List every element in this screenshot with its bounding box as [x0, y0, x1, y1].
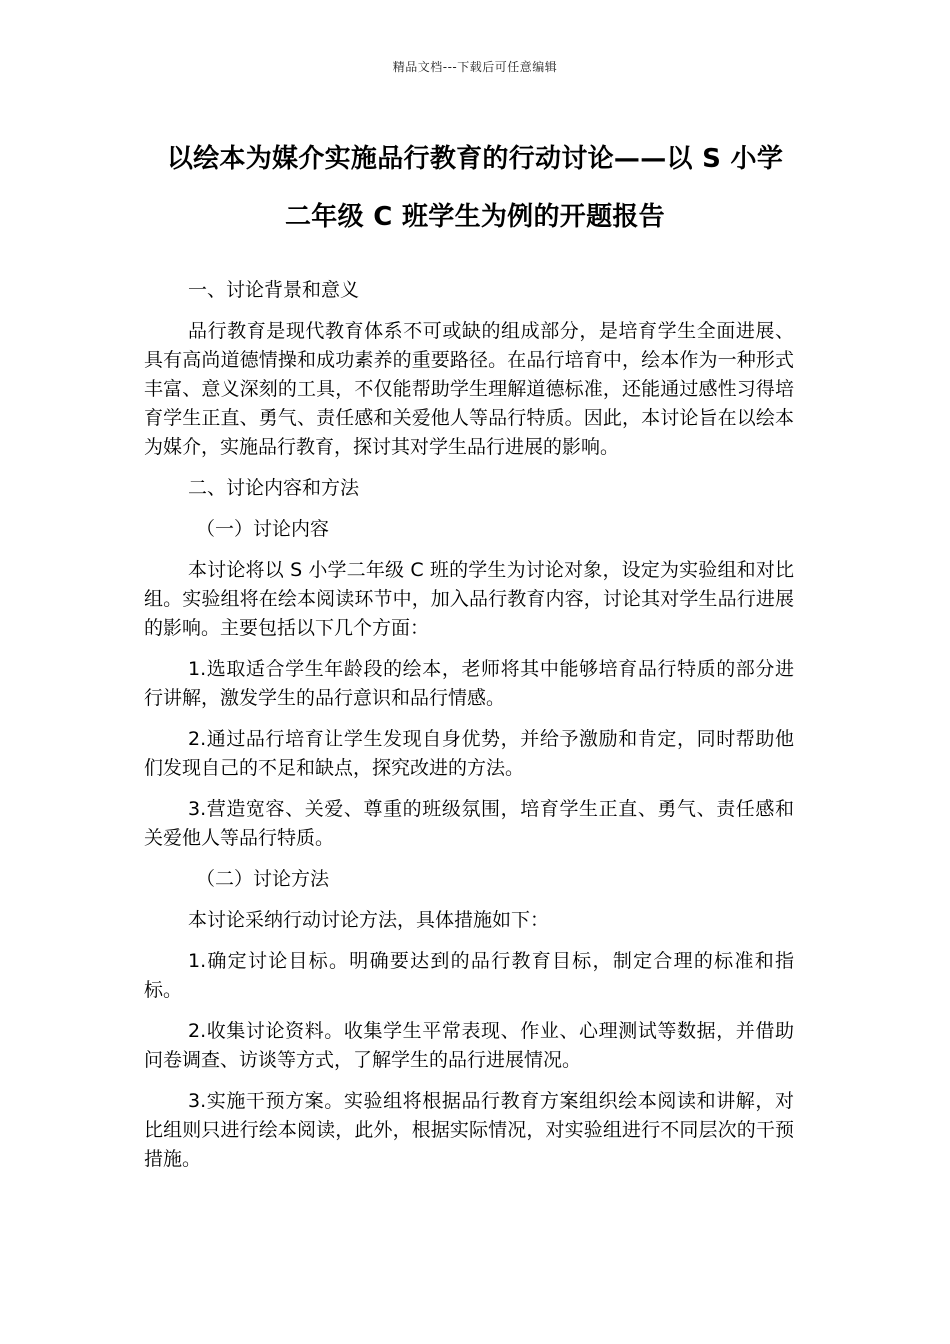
paragraph-content-intro: 本讨论将以 S 小学二年级 C 班的学生为讨论对象，设定为实验组和对比组。实验组将在绘本阅读环节中，加入品行教育内容，讨论其对学生品行进展的影响。主要包括以下几个方面：: [144, 559, 794, 639]
list-item-method-3: 3.实施干预方案。实验组将根据品行教育方案组织绘本阅读和讲解，对比组则只进行绘本阅读，此外，根据实际情况，对实验组进行不同层次的干预措施。: [144, 1090, 794, 1170]
section-heading-content-method: 二、讨论内容和方法: [188, 477, 360, 499]
list-item-content-2: 2.通过品行培育让学生发现自身优势，并给予激励和肯定，同时帮助他们发现自己的不足和缺点，探究改进的方法。: [144, 728, 794, 779]
document-title-line-2: 二年级 C 班学生为例的开题报告: [285, 202, 665, 232]
section-heading-background: 一、讨论背景和意义: [188, 279, 360, 301]
subsection-heading-content: （一）讨论内容: [196, 518, 330, 540]
subsection-heading-method: （二）讨论方法: [196, 868, 330, 890]
paragraph-background: 品行教育是现代教育体系不可或缺的组成部分，是培育学生全面进展、具有高尚道德情操和成功素养的重要路径。在品行培育中，绘本作为一种形式丰富、意义深刻的工具，不仅能帮助学生理解道德标准，还能通过感性习得培育学生正直、勇气、责任感和关爱他人等品行特质。因此，本讨论旨在以绘本为媒介，实施品行教育，探讨其对学生品行进展的影响。: [144, 320, 794, 458]
paragraph-method-intro: 本讨论采纳行动讨论方法，具体措施如下：: [188, 909, 550, 931]
document-body: [144, 276, 794, 1186]
header-note: 精品文档---下载后可任意编辑: [392, 60, 558, 74]
document-title-line-1: 以绘本为媒介实施品行教育的行动讨论——以 S 小学: [166, 144, 784, 174]
list-item-content-3: 3.营造宽容、关爱、尊重的班级氛围，培育学生正直、勇气、责任感和关爱他人等品行特质。: [144, 798, 794, 849]
list-item-method-2: 2.收集讨论资料。收集学生平常表现、作业、心理测试等数据，并借助问卷调查、访谈等方式，了解学生的品行进展情况。: [144, 1020, 794, 1071]
list-item-method-1: 1.确定讨论目标。明确要达到的品行教育目标，制定合理的标准和指标。: [144, 950, 794, 1001]
list-item-content-1: 1.选取适合学生年龄段的绘本，老师将其中能够培育品行特质的部分进行讲解，激发学生的品行意识和品行情感。: [144, 658, 794, 709]
